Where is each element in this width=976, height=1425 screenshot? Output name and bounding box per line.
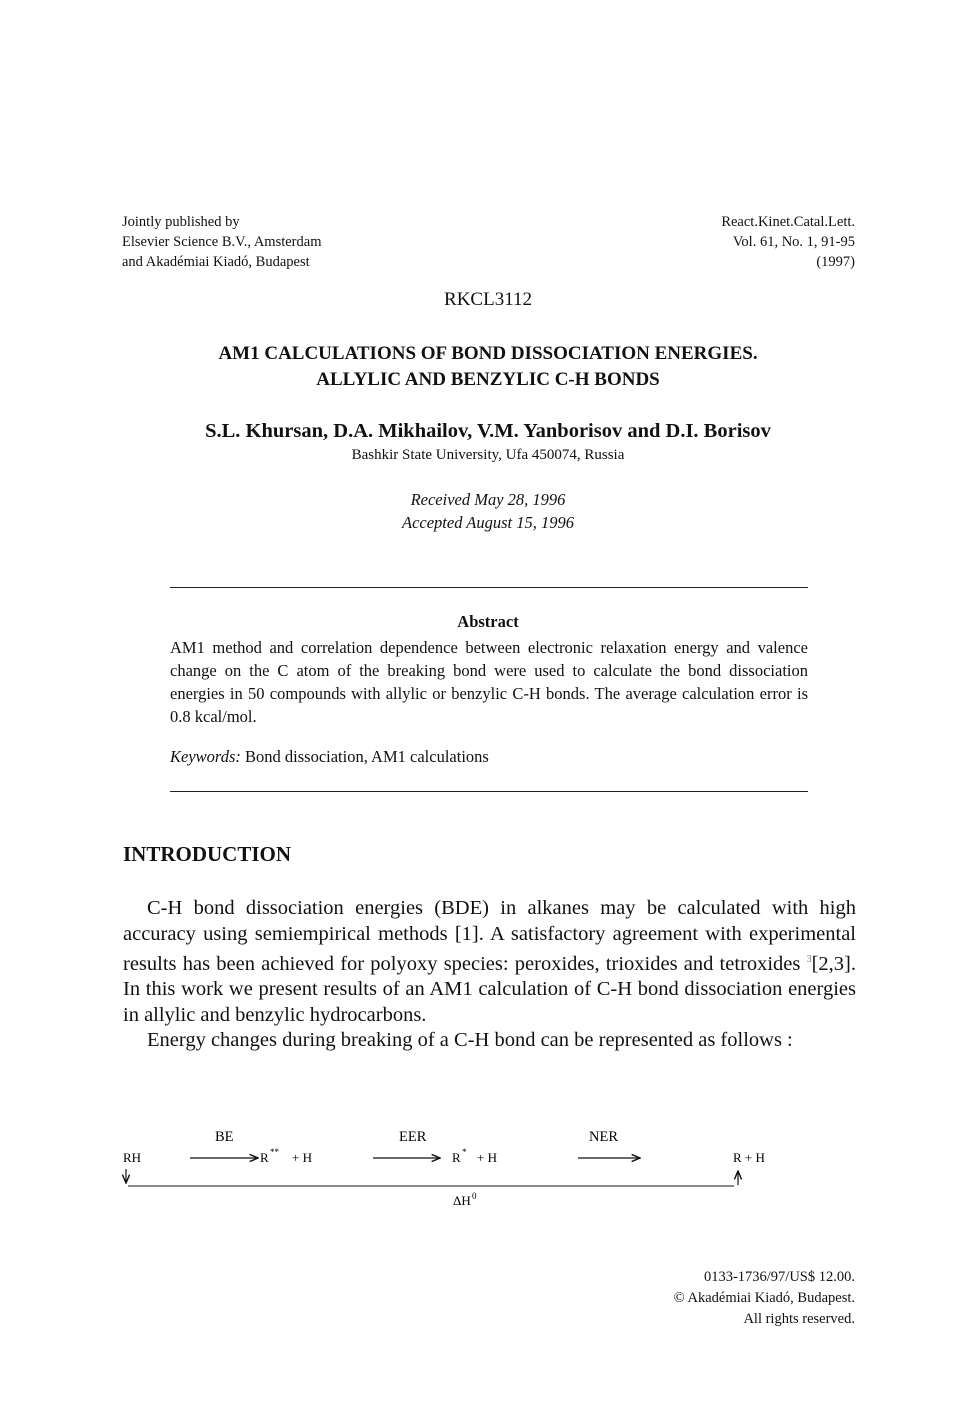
journal-line: (1997)	[816, 254, 855, 270]
keywords	[170, 747, 489, 767]
delta-h-sup: 0	[472, 1191, 477, 1201]
divider-bottom	[170, 791, 808, 792]
keywords-text: Bond dissociation, AM1 calculations	[245, 747, 489, 766]
energy-scheme	[120, 1124, 800, 1219]
citation-mark: 3	[806, 954, 812, 965]
abstract-text: AM1 method and correlation dependence between electronic relaxation energy and valence change on the C atom of the breaking bond were used to calculate the bond dissociation energies in 50 compounds with allylic or benzylic C-H bonds. The average calculation error is 0.8 kcal/mol.	[170, 638, 808, 726]
journal-line: React.Kinet.Catal.Lett.	[721, 214, 855, 230]
footer-line: All rights reserved.	[743, 1311, 855, 1327]
label-eer: EER	[399, 1129, 427, 1145]
paper-code: RKCL3112	[444, 289, 532, 310]
label-ner: NER	[589, 1129, 618, 1145]
journal-line: Vol. 61, No. 1, 91-95	[732, 234, 855, 250]
state-1-h: + H	[292, 1150, 312, 1165]
journal-info	[721, 212, 855, 272]
title-line: ALLYLIC AND BENZYLIC C-H BONDS	[316, 369, 660, 390]
paper-title	[0, 341, 976, 393]
publisher-line: and Akadémiai Kiadó, Budapest	[122, 254, 310, 270]
title-line: AM1 CALCULATIONS OF BOND DISSOCIATION ENERGIES.	[218, 343, 758, 364]
state-2-sup: *	[462, 1147, 467, 1157]
start-rh: RH	[123, 1150, 142, 1165]
introduction-heading: INTRODUCTION	[123, 842, 292, 866]
publisher-line: Elsevier Science B.V., Amsterdam	[122, 234, 322, 250]
introduction-body	[123, 896, 856, 1054]
received-date: Received May 28, 1996	[410, 490, 566, 509]
footer-line: © Akadémiai Kiadó, Budapest.	[673, 1290, 855, 1306]
accepted-date: Accepted August 15, 1996	[402, 513, 574, 532]
publisher-line: Jointly published by	[122, 214, 240, 230]
state-2: R	[452, 1150, 461, 1165]
publisher-info	[122, 212, 321, 272]
intro-paragraph-1: C-H bond dissociation energies (BDE) in alkanes may be calculated with high accuracy using semiempirical methods [1]. A satisfactory agreement with experimental results has been achieved for polyoxy species: peroxides, trioxides and tetroxides $^3$[2,3]. In this work we present results of an AM1 calculation of C-H bond dissociation energies in allylic and benzylic hydrocarbons.	[123, 897, 856, 1026]
authors: S.L. Khursan, D.A. Mikhailov, V.M. Yanborisov and D.I. Borisov	[205, 420, 771, 442]
affiliation: Bashkir State University, Ufa 450074, Russia	[351, 447, 625, 463]
state-1: R	[260, 1150, 269, 1165]
delta-h: ΔH	[453, 1193, 471, 1208]
state-2-h: + H	[477, 1150, 497, 1165]
abstract-heading: Abstract	[457, 612, 519, 631]
copyright-footer	[674, 1267, 855, 1330]
footer-line: 0133-1736/97/US$ 12.00.	[703, 1269, 855, 1285]
intro-paragraph-2: Energy changes during breaking of a C-H bond can be represented as follows :	[147, 1029, 793, 1052]
state-1-sup: **	[270, 1147, 279, 1157]
keywords-label: Keywords:	[170, 747, 241, 766]
end-state: R + H	[733, 1150, 765, 1165]
dates	[0, 488, 976, 534]
divider-top	[170, 587, 808, 588]
label-be: BE	[215, 1129, 234, 1145]
